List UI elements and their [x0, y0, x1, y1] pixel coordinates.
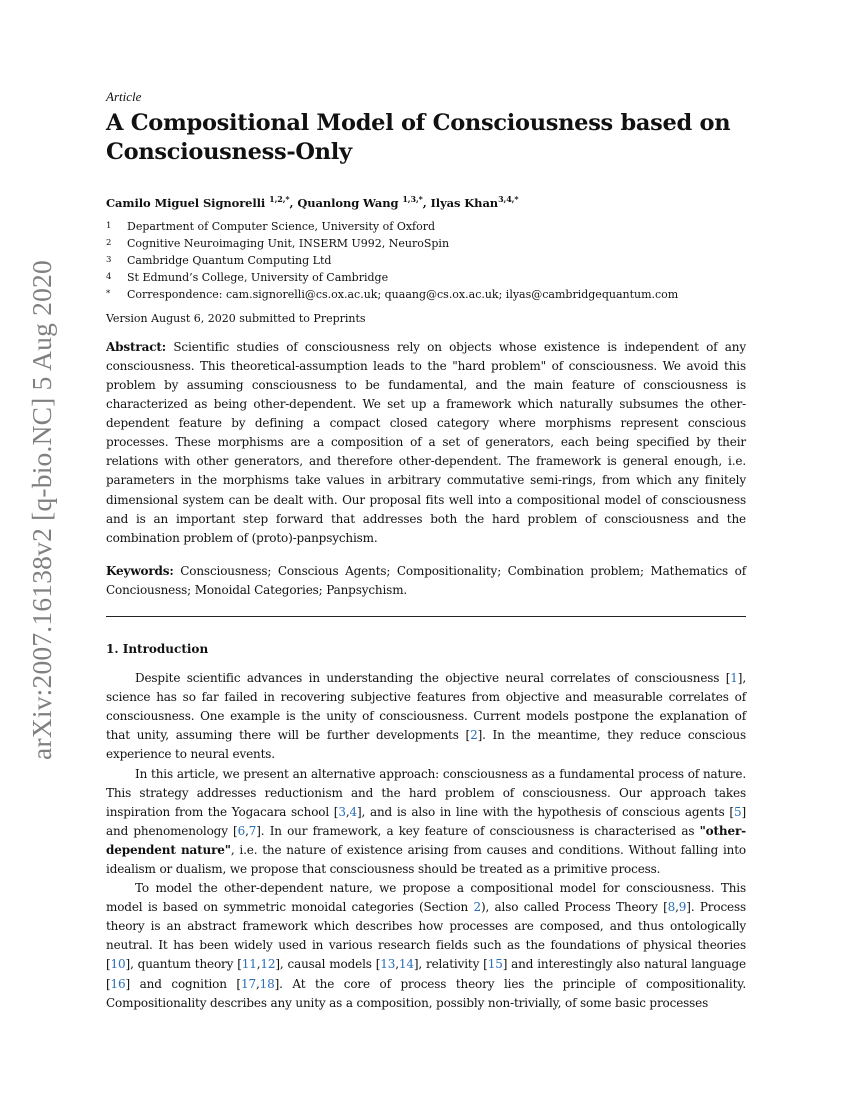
- title-line-2: Consciousness-Only: [106, 139, 352, 165]
- citation-link[interactable]: 4: [349, 804, 358, 819]
- paper-title: [106, 109, 746, 167]
- citation-separator: ,: [256, 957, 261, 972]
- arxiv-watermark: [17, 250, 67, 770]
- affiliation-mark: 1: [106, 220, 112, 231]
- keywords: [106, 562, 746, 600]
- body-text: ], quantum theory [: [125, 957, 242, 972]
- affiliation-list: [106, 218, 746, 303]
- body-text: Despite scientific advances in understanding the objective neural correlates of consciousness [: [135, 671, 731, 686]
- author-2-name: Quanlong Wang: [297, 195, 399, 210]
- affiliation-item: [106, 252, 746, 269]
- citation-link[interactable]: 7: [248, 823, 257, 838]
- title-line-1: A Compositional Model of Consciousness based on: [106, 110, 731, 136]
- citation-link[interactable]: 15: [487, 957, 503, 972]
- body-text: ]. In our framework, a key feature of consciousness is characterised as: [256, 823, 700, 838]
- citation-separator: ,: [245, 823, 249, 838]
- divider-rule: [106, 616, 746, 617]
- intro-paragraph-1: [106, 669, 746, 764]
- affiliation-text: Cognitive Neuroimaging Unit, INSERM U992, NeuroSpin: [127, 236, 450, 250]
- citation-separator: ,: [345, 804, 350, 819]
- author-separator: ,: [422, 195, 431, 210]
- citation-link[interactable]: 16: [110, 976, 126, 991]
- author-list: [106, 194, 746, 210]
- affiliation-item: [106, 235, 746, 252]
- body-text: ]. Process theory is an abstract framework which describes how processes are composed, and thus ontologically neutral. It has been widely used in various research fields such as the foundations of physical theories [: [106, 900, 746, 972]
- citation-link[interactable]: 11: [241, 957, 257, 972]
- correspondence-item: [106, 286, 746, 303]
- citation-link[interactable]: 5: [733, 804, 742, 819]
- affiliation-mark: 3: [106, 254, 112, 265]
- author-3-affil: 3,4,*: [498, 194, 519, 204]
- author-separator: ,: [289, 195, 298, 210]
- citation-link[interactable]: 3: [338, 804, 346, 819]
- abstract-label: Abstract:: [106, 339, 167, 354]
- affiliation-text: St Edmund’s College, University of Cambridge: [127, 270, 389, 284]
- citation-link[interactable]: 9: [678, 900, 687, 915]
- body-text: ] and cognition [: [125, 976, 241, 991]
- body-text: ], relativity [: [413, 957, 488, 972]
- body-text: In this article, we present an alternative approach: consciousness as a fundamental process of nature. This strategy addresses reductionism and the hard problem of consciousness. Our approach takes inspiration from the Yogacara school [: [106, 766, 746, 819]
- body-text: ], science has so far failed in recovering subjective features from objective and measurable correlates of consciousness. One example is the unity of consciousness. Current models postpone the explanation of that unity, assuming there will be further developments [: [106, 671, 746, 743]
- citation-separator: ,: [675, 900, 679, 915]
- version-note: Version August 6, 2020 submitted to Preprints: [106, 311, 366, 325]
- correspondence-text: Correspondence: cam.signorelli@cs.ox.ac.uk; quaang@cs.ox.ac.uk; ilyas@cambridgequantum.com: [127, 287, 679, 301]
- affiliation-item: [106, 218, 746, 235]
- section-heading: 1. Introduction: [106, 642, 209, 657]
- author-1-affil: 1,2,*: [269, 194, 290, 204]
- body-text: ), also called Process Theory [: [480, 900, 668, 915]
- author-1-name: Camilo Miguel Signorelli: [106, 195, 266, 210]
- citation-link[interactable]: 10: [110, 957, 126, 972]
- citation-link[interactable]: 8: [667, 900, 676, 915]
- citation-link[interactable]: 12: [260, 957, 276, 972]
- citation-link[interactable]: 13: [380, 957, 396, 972]
- citation-link[interactable]: 1: [730, 671, 738, 686]
- body-text: ] and phenomenology [: [106, 804, 746, 838]
- body-text: ] and interestingly also natural language [: [106, 957, 746, 991]
- affiliation-item: [106, 269, 746, 286]
- affiliation-text: Cambridge Quantum Computing Ltd: [127, 253, 332, 267]
- paper-page: [106, 89, 746, 1013]
- affiliation-mark: 4: [106, 271, 112, 282]
- citation-link[interactable]: 18: [259, 976, 275, 991]
- citation-separator: ,: [395, 957, 399, 972]
- body-text: , i.e. the nature of existence arising from causes and conditions. Without falling into idealism or dualism, we propose that consciousness should be treated as a primitive process.: [106, 842, 746, 876]
- arxiv-identifier: arXiv:2007.16138v2 [q-bio.NC] 5 Aug 2020: [26, 260, 58, 760]
- citation-separator: ,: [255, 976, 260, 991]
- keywords-text: Consciousness; Conscious Agents; Compositionality; Combination problem; Mathematics of Conciousness; Monoidal Categories; Panpsychism.: [106, 563, 746, 597]
- affiliation-mark: *: [106, 288, 111, 299]
- emphasis-term: "other-dependent nature": [106, 823, 746, 857]
- affiliation-mark: 2: [106, 237, 112, 248]
- body-text: To model the other-dependent nature, we propose a compositional model for consciousness. This model is based on symmetric monoidal categories (Section: [106, 881, 746, 915]
- author-3-name: Ilyas Khan: [430, 195, 499, 210]
- affiliation-text: Department of Computer Science, University of Oxford: [127, 219, 436, 233]
- intro-paragraph-3: [106, 879, 746, 1013]
- intro-paragraph-2: [106, 765, 746, 880]
- article-type: Article: [106, 89, 142, 104]
- section-link[interactable]: 2: [473, 900, 481, 915]
- body-text: ]. At the core of process theory lies the principle of compositionality. Compositionality describes any unity as a composition, possibly non-trivially, of some basic processes: [106, 976, 746, 1010]
- citation-link[interactable]: 6: [237, 823, 246, 838]
- citation-link[interactable]: 17: [240, 976, 256, 991]
- author-2-affil: 1,3,*: [402, 194, 423, 204]
- citation-link[interactable]: 14: [398, 957, 414, 972]
- body-text: ], and is also in line with the hypothesis of conscious agents [: [357, 804, 734, 819]
- body-text: ], causal models [: [275, 957, 381, 972]
- abstract: [106, 338, 746, 548]
- keywords-label: Keywords:: [106, 563, 174, 578]
- abstract-text: Scientific studies of consciousness rely on objects whose existence is independent of any consciousness. This theoretical-assumption leads to the "hard problem" of consciousness. We avoid this problem by assuming consciousness to be fundamental, and the main feature of consciousness is characterized as being other-dependent. We set up a framework which naturally subsumes the other-dependent feature by defining a compact closed category where morphisms represent conscious processes. These morphisms are a composition of a set of generators, each being specified by their relations with other generators, and therefore other-dependent. The framework is general enough, i.e. parameters in the morphisms take values in arbitrary commutative semi-rings, from which any finitely dimensional system can be dealt with. Our proposal fits well into a compositional model of consciousness and is an important step forward that addresses both the hard problem of consciousness and the combination problem of (proto)-panpsychism.: [106, 339, 746, 545]
- citation-link[interactable]: 2: [470, 728, 478, 743]
- body-text: ]. In the meantime, they reduce conscious experience to neural events.: [106, 728, 746, 762]
